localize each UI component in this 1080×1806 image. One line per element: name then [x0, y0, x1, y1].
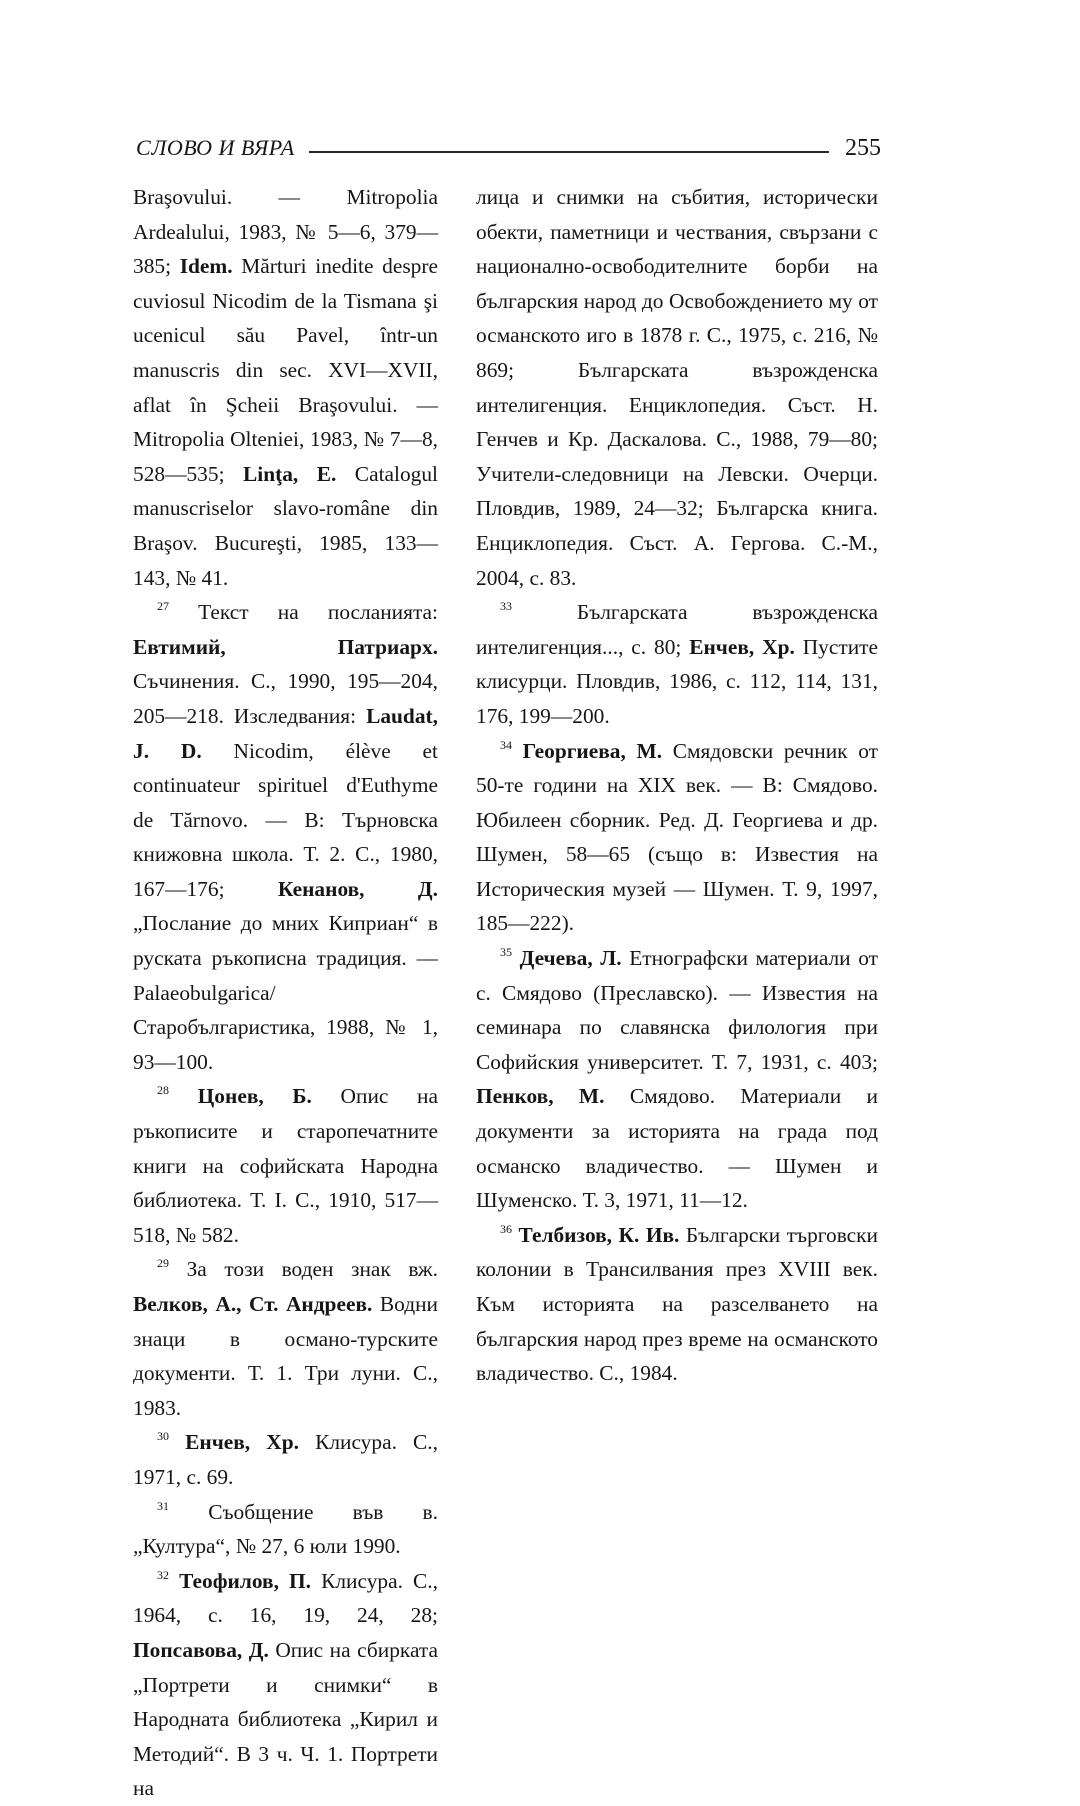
footnote-number: 29: [157, 1256, 169, 1271]
footnote-continuation: Braşovului. — Mitropolia Ardealului, 1983, № 5—6, 379—385; Idem. Mărturi inedite despre cuviosul Nicodim de la Tismana şi ucenicul său Pavel, într-un manuscris din sec. XVI—XVII, aflat în Şcheii Braşovului. — Mitropolia Olteniei, 1983, № 7—8, 528—535; Linţa, E. Catalogul manuscriselor slavo-române din Braşov. Bucureşti, 1985, 133—143, № 41.: [133, 185, 438, 590]
footnote-number: 27: [157, 599, 169, 614]
footnote-number: 35: [500, 945, 512, 960]
running-title: СЛОВО И ВЯРА: [136, 135, 295, 160]
footnote-number: 36: [500, 1221, 512, 1236]
footnote-number: 33: [500, 599, 512, 614]
running-header: [136, 131, 881, 165]
header-rule: [309, 151, 829, 153]
footnote-number: 30: [157, 1429, 169, 1444]
footnote-31: $^{31}$ Съобщение във в. „Култура“, № 27, 6 юли 1990.: [133, 1498, 438, 1559]
footnote-28: $^{28}$ Цонев, Б. Опис на ръкописите и старопечатните книги на софийската Народна библиотека. Т. І. С., 1910, 517—518, № 582.: [133, 1083, 438, 1247]
footnote-30: $^{30}$ Енчев, Хр. Клисура. С., 1971, с. 69.: [133, 1429, 438, 1489]
footnote-34: $^{34}$ Георгиева, М. Смядовски речник от 50-те години на XIX век. — В: Смядово. Юбилеен сборник. Ред. Д. Георгиева и др. Шумен, 58—65 (също в: Известия на Историческия музей — Шумен. Т. 9, 1997, 185—222).: [476, 737, 878, 936]
footnote-number: 31: [157, 1498, 169, 1513]
footnote-number: 32: [157, 1567, 169, 1582]
footnote-36: $^{36}$ Телбизов, К. Ив. Български търговски колонии в Трансилвания през XVIII век. Към историята на разселването на българския народ през време на османското владичество. С., 1984.: [476, 1221, 879, 1386]
footnote-33: $^{33}$ Българската възрожденска интелигенция..., с. 80; Енчев, Хр. Пустите клисурци. Пловдив, 1986, с. 112, 114, 131, 176, 199—200.: [476, 599, 878, 728]
footnote-32: $^{32}$ Теофилов, П. Клисура. С., 1964, с. 16, 19, 24, 28; Попсавова, Д. Опис на сбирката „Портрети и снимки“ в Народната библиотека „Кирил и Методий“. В 3 ч. Ч. 1. Портрети на: [133, 1567, 439, 1801]
footnote-29: $^{29}$ За този воден знак вж. Велков, А., Ст. Андреев. Водни знаци в османо-турските документи. Т. 1. Три луни. С., 1983.: [133, 1256, 438, 1420]
page-number: 255: [845, 134, 881, 161]
footnote-number: 34: [500, 737, 512, 752]
footnote-continuation: лица и снимки на събития, исторически обекти, паметници и чествания, свързани с национално-освободителните борби на българския народ до Освобождението му от османското иго в 1878 г. С., 1975, с. 216, № 869; Българската възрожденска интелигенция. Енциклопедия. Съст. Н. Генчев и Кр. Даскалова. С., 1988, 79—80; Учители-следовници на Левски. Очерци. Пловдив, 1989, 24—32; Българска книга. Енциклопедия. Съст. А. Гергова. С.-М., 2004, с. 83.: [476, 185, 878, 590]
footnotes-left-column: [133, 180, 438, 1806]
footnotes-right-column: [476, 180, 878, 1391]
footnote-number: 28: [157, 1083, 169, 1098]
footnote-27: $^{27}$ Текст на посланията: Евтимий, Патриарх. Съчинения. С., 1990, 195—204, 205—218. Изследвания: Laudat, J. D. Nicodim, élève et continuateur spirituel d'Euthyme de Tărnovo. — В: Търновска книжовна школа. Т. 2. С., 1980, 167—176; Кенанов, Д. „Послание до мних Киприан“ в руската ръкописна традиция. — Palaeobulgarica/Старобългаристика, 1988, № 1, 93—100.: [133, 599, 438, 1074]
footnote-35: $^{35}$ Дечева, Л. Етнографски материали от с. Смядово (Преславско). — Известия на семинара по славянска филология при Софийския университет. Т. 7, 1931, с. 403; Пенков, М. Смядово. Материали и документи за историята на града под османско владичество. — Шумен и Шуменско. Т. 3, 1971, 11—12.: [476, 945, 878, 1213]
